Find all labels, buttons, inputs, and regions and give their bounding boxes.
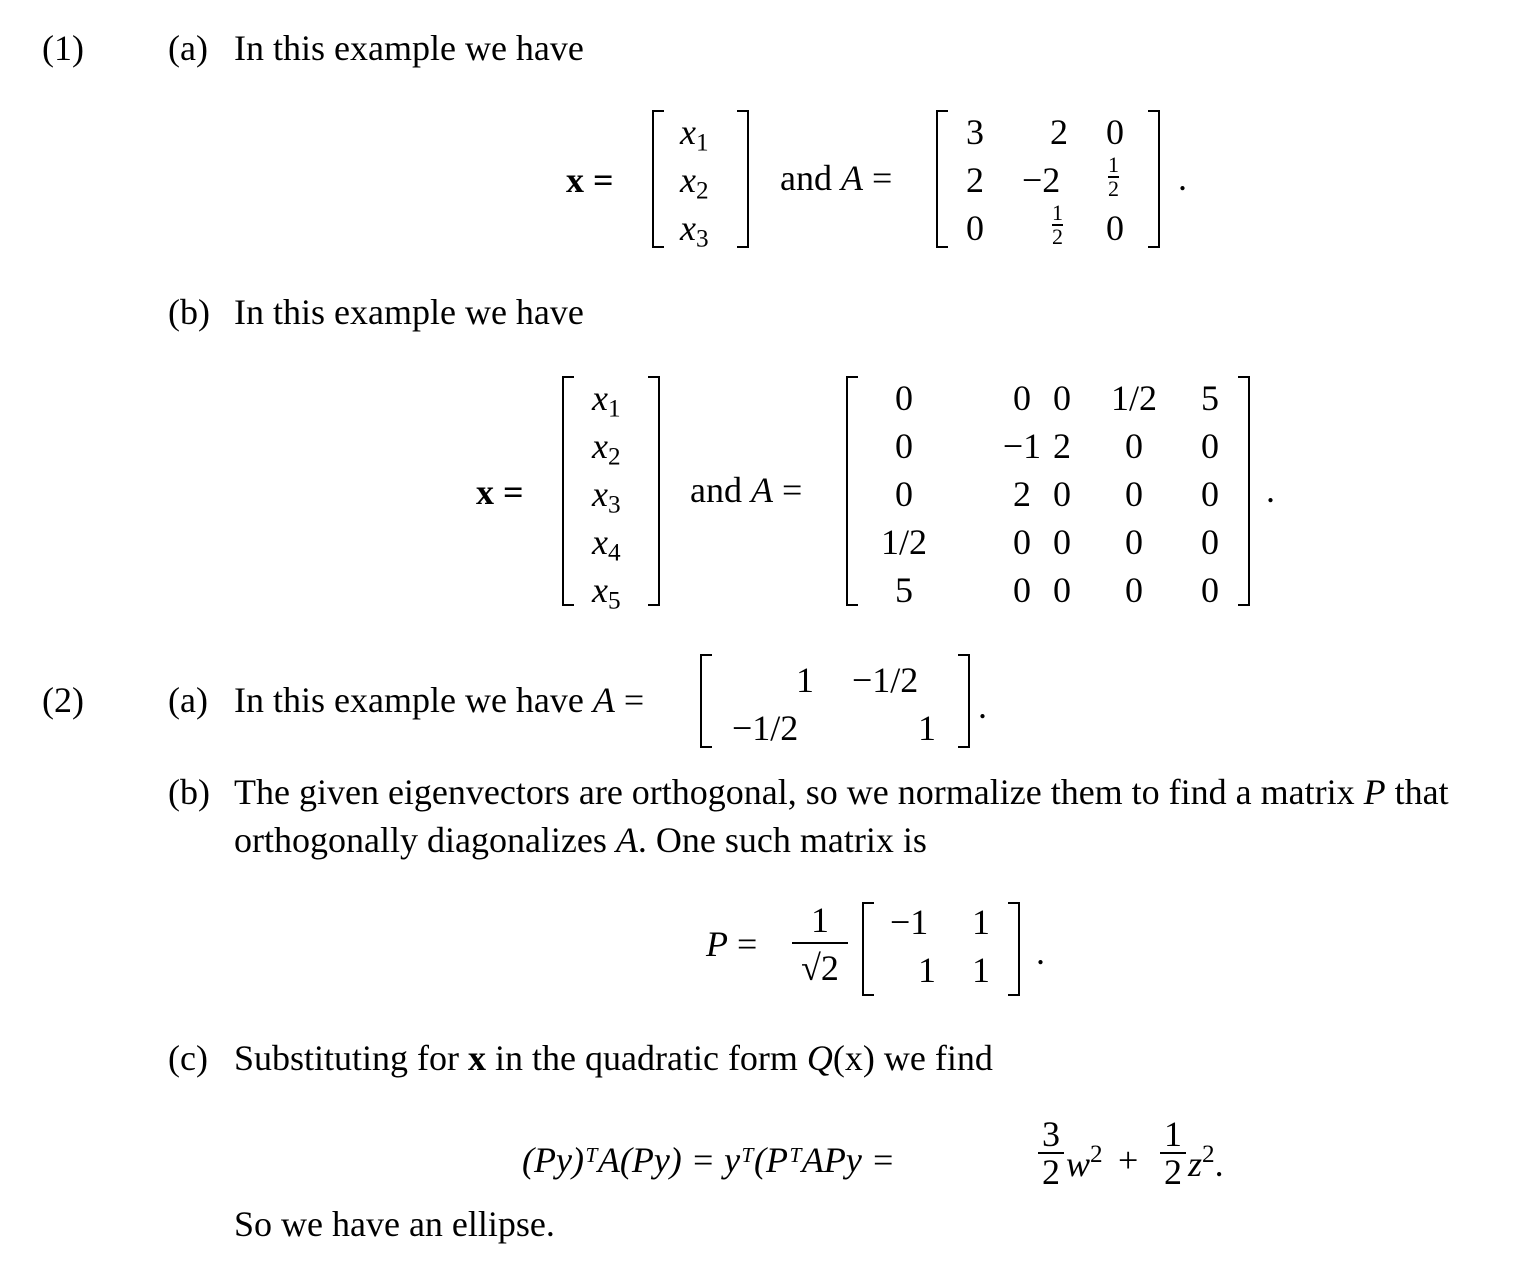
matrix-cell: 5: [895, 570, 913, 610]
bracket-right: [1148, 110, 1160, 248]
plus: +: [1118, 1140, 1139, 1180]
fraction-one-over-root2: $\frac{1}{√2}$: [792, 902, 848, 986]
matrix-cell: 0: [1201, 426, 1219, 466]
matrix-cell: 2: [1053, 426, 1071, 466]
matrix-cell: 0: [1013, 522, 1031, 562]
quadratic-form-equation: (Py)ᵀA(Py) = yᵀ(PᵀAPy =: [522, 1140, 896, 1180]
part-2b-label: (b): [168, 772, 210, 812]
bracket-left: [862, 902, 874, 996]
part-2b-line1: The given eigenvectors are orthogonal, so we normalize them to find a matrix P that: [234, 772, 1449, 812]
P-lhs: P =: [706, 924, 758, 964]
bracket-left: [846, 376, 858, 606]
and-text: and A =: [780, 158, 893, 198]
x-entry: $x_1$: [680, 112, 709, 157]
bracket-left: [562, 376, 574, 606]
matrix-cell: 0: [1125, 570, 1143, 610]
period: .: [1036, 932, 1045, 972]
bracket-left: [700, 654, 712, 748]
matrix-cell: 0: [1106, 208, 1124, 248]
x-entry: $x_5$: [592, 570, 621, 615]
x-entry: $x_3$: [592, 474, 621, 519]
matrix-cell: 0: [1125, 426, 1143, 466]
fraction-three-halves: $\frac{3}{2}$: [1038, 1116, 1064, 1190]
bracket-right: [648, 376, 660, 606]
matrix-cell: 0: [1106, 112, 1124, 152]
period: .: [978, 686, 987, 726]
matrix-cell: −1/2: [852, 660, 919, 700]
part-1a-text: In this example we have: [234, 28, 584, 68]
fraction-half: $\frac{1}{2}$: [1108, 152, 1119, 201]
matrix-cell: 0: [1201, 522, 1219, 562]
matrix-cell: 0: [895, 378, 913, 418]
x-entry: $x_4$: [592, 522, 621, 567]
matrix-cell: 2: [1013, 474, 1031, 514]
and-text: and A =: [690, 470, 803, 510]
matrix-cell: 0: [1013, 378, 1031, 418]
bracket-right: [1008, 902, 1020, 996]
matrix-cell: 0: [895, 426, 913, 466]
bracket-right: [958, 654, 970, 748]
period: .: [1178, 158, 1187, 198]
matrix-cell: 1/2: [1110, 378, 1158, 418]
matrix-cell: 1/2: [880, 522, 928, 562]
matrix-cell: 0: [895, 474, 913, 514]
matrix-cell: 0: [1201, 570, 1219, 610]
part-1b-text: In this example we have: [234, 292, 584, 332]
bracket-right: [737, 110, 749, 248]
matrix-cell: 0: [966, 208, 984, 248]
part-1b-label: (b): [168, 292, 210, 332]
x-vector-label-1a: x =: [566, 160, 614, 200]
bracket-right: [1238, 376, 1250, 606]
matrix-cell: 3: [966, 112, 984, 152]
x-vector-label-1b: x =: [476, 472, 524, 512]
z-squared: $z^2$.: [1188, 1141, 1224, 1184]
x-entry: $x_3$: [680, 208, 709, 253]
matrix-cell: −2: [1022, 160, 1061, 200]
matrix-cell: 1: [972, 902, 990, 942]
part-2c-label: (c): [168, 1038, 208, 1078]
matrix-cell: 2: [966, 160, 984, 200]
matrix-cell: 0: [1053, 474, 1071, 514]
bracket-left: [936, 110, 948, 248]
matrix-cell: −1: [890, 902, 929, 942]
bracket-left: [652, 110, 664, 248]
conclusion-text: So we have an ellipse.: [234, 1204, 555, 1244]
x-entry: $x_1$: [592, 378, 621, 423]
matrix-cell: 5: [1201, 378, 1219, 418]
matrix-cell: −1: [1002, 426, 1042, 466]
matrix-cell: 0: [1053, 522, 1071, 562]
w-squared: $w^2$: [1066, 1141, 1103, 1184]
period: .: [1266, 470, 1275, 510]
matrix-cell: 2: [1050, 112, 1068, 152]
x-entry: $x_2$: [592, 426, 621, 471]
matrix-cell: 0: [1013, 570, 1031, 610]
problem-number-1: (1): [42, 28, 84, 68]
matrix-cell: 1: [796, 660, 814, 700]
matrix-cell: 0: [1201, 474, 1219, 514]
part-1a-label: (a): [168, 28, 208, 68]
fraction-one-half: $\frac{1}{2}$: [1160, 1116, 1186, 1190]
part-2c-text: Substituting for x in the quadratic form Q(x) we find: [234, 1038, 993, 1078]
matrix-cell: −1/2: [732, 708, 799, 748]
fraction-half: $\frac{1}{2}$: [1052, 200, 1063, 249]
matrix-cell: 0: [1053, 570, 1071, 610]
part-2a-label: (a): [168, 680, 208, 720]
matrix-cell: 0: [1053, 378, 1071, 418]
part-2a-text: In this example we have A =: [234, 680, 645, 720]
problem-number-2: (2): [42, 680, 84, 720]
matrix-cell: 1: [918, 708, 936, 748]
x-entry: $x_2$: [680, 160, 709, 205]
part-2b-line2: orthogonally diagonalizes A. One such matrix is: [234, 820, 927, 860]
matrix-cell: 0: [1125, 522, 1143, 562]
matrix-cell: 0: [1125, 474, 1143, 514]
matrix-cell: 1: [972, 950, 990, 990]
matrix-cell: 1: [918, 950, 936, 990]
